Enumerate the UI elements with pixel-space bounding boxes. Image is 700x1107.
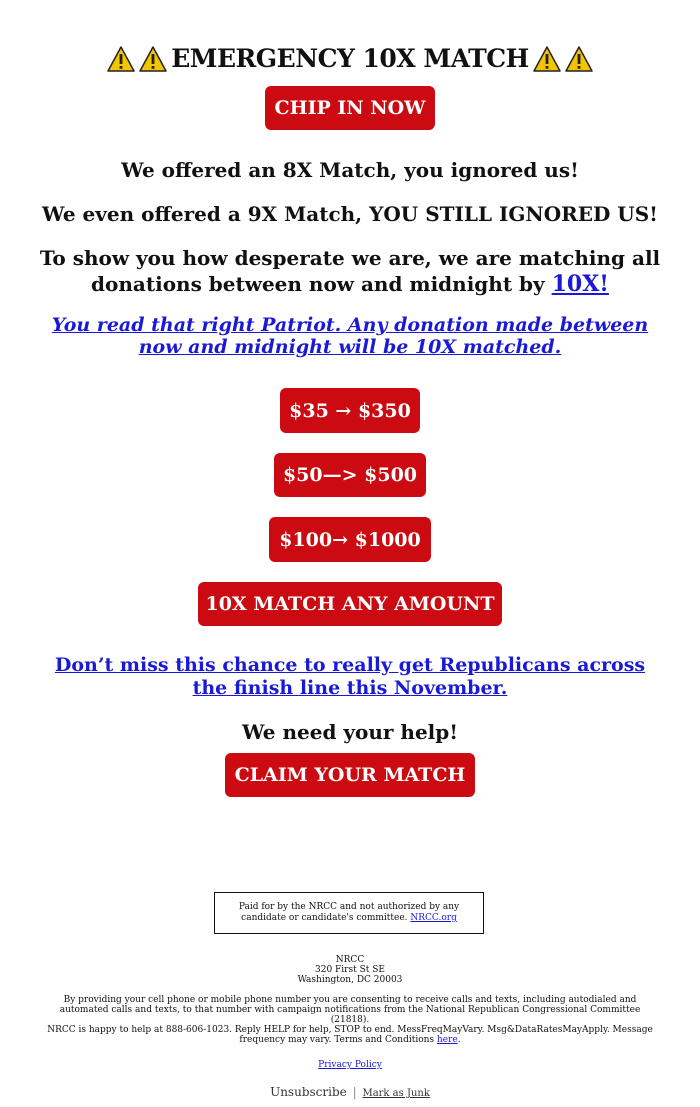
terms-here-link[interactable]: here [436, 1035, 458, 1045]
unsubscribe-row [0, 1085, 700, 1099]
privacy-row [0, 1060, 700, 1070]
10x-link[interactable]: 10X! [551, 271, 609, 297]
separator: | [352, 1085, 357, 1099]
chip-in-now-button[interactable]: CHIP IN NOW [265, 86, 435, 130]
help-text [44, 1025, 656, 1045]
warning-icon [565, 45, 593, 73]
dont-miss-link[interactable]: Don’t miss this chance to really get Republicans across the finish line this November. [54, 654, 646, 699]
claim-match-button[interactable]: CLAIM YOUR MATCH [225, 753, 475, 797]
warning-icon [107, 45, 135, 73]
org-name: NRCC [335, 955, 365, 965]
help-text-suffix: . [457, 1035, 461, 1045]
paragraph-10x-text: To show you how desperate we are, we are matching all donations between now and midnight by [39, 246, 661, 296]
patriot-link[interactable]: You read that right Patriot. Any donation made between now and midnight will be 10X matched. [51, 314, 649, 358]
nrcc-org-link[interactable]: NRCC.org [410, 913, 457, 923]
address-line-1: 320 First St SE [315, 965, 385, 975]
warning-icon [533, 45, 561, 73]
paragraph-10x-match [30, 245, 670, 297]
donate-100-button[interactable]: $100→ $1000 [269, 517, 431, 562]
address-line-2: Washington, DC 20003 [297, 975, 403, 985]
paid-for-text: Paid for by the NRCC and not authorized by any candidate or candidate's committee. [238, 902, 460, 923]
donate-any-amount-button[interactable]: 10X MATCH ANY AMOUNT [198, 582, 502, 626]
mark-as-junk-link[interactable]: Mark as Junk [362, 1088, 430, 1099]
headline [0, 44, 700, 73]
donate-50-button[interactable]: $50—> $500 [274, 453, 426, 497]
paragraph-8x-match: We offered an 8X Match, you ignored us! [121, 158, 579, 182]
mailing-address [0, 955, 700, 985]
paid-for-disclaimer [214, 892, 484, 934]
paragraph-9x-match: We even offered a 9X Match, YOU STILL IGNORED US! [42, 202, 658, 226]
need-help-text: We need your help! [241, 720, 459, 744]
donate-35-button[interactable]: $35 → $350 [280, 388, 420, 433]
headline-text: EMERGENCY 10X MATCH [171, 44, 529, 73]
privacy-policy-link[interactable]: Privacy Policy [318, 1060, 382, 1070]
warning-icon [139, 45, 167, 73]
unsubscribe-link[interactable]: Unsubscribe [270, 1085, 347, 1099]
sms-consent-text: By providing your cell phone or mobile phone number you are consenting to receive calls and texts, including autodialed and automated calls and texts, to that number with campaign notifications from the National Republican Congressional Committee (21818). [59, 995, 641, 1025]
help-text-body: NRCC is happy to help at 888-606-1023. Reply HELP for help, STOP to end. MessFreqMayVary. Msg&DataRatesMayApply. Message frequency may vary. Terms and Conditions [47, 1025, 653, 1045]
